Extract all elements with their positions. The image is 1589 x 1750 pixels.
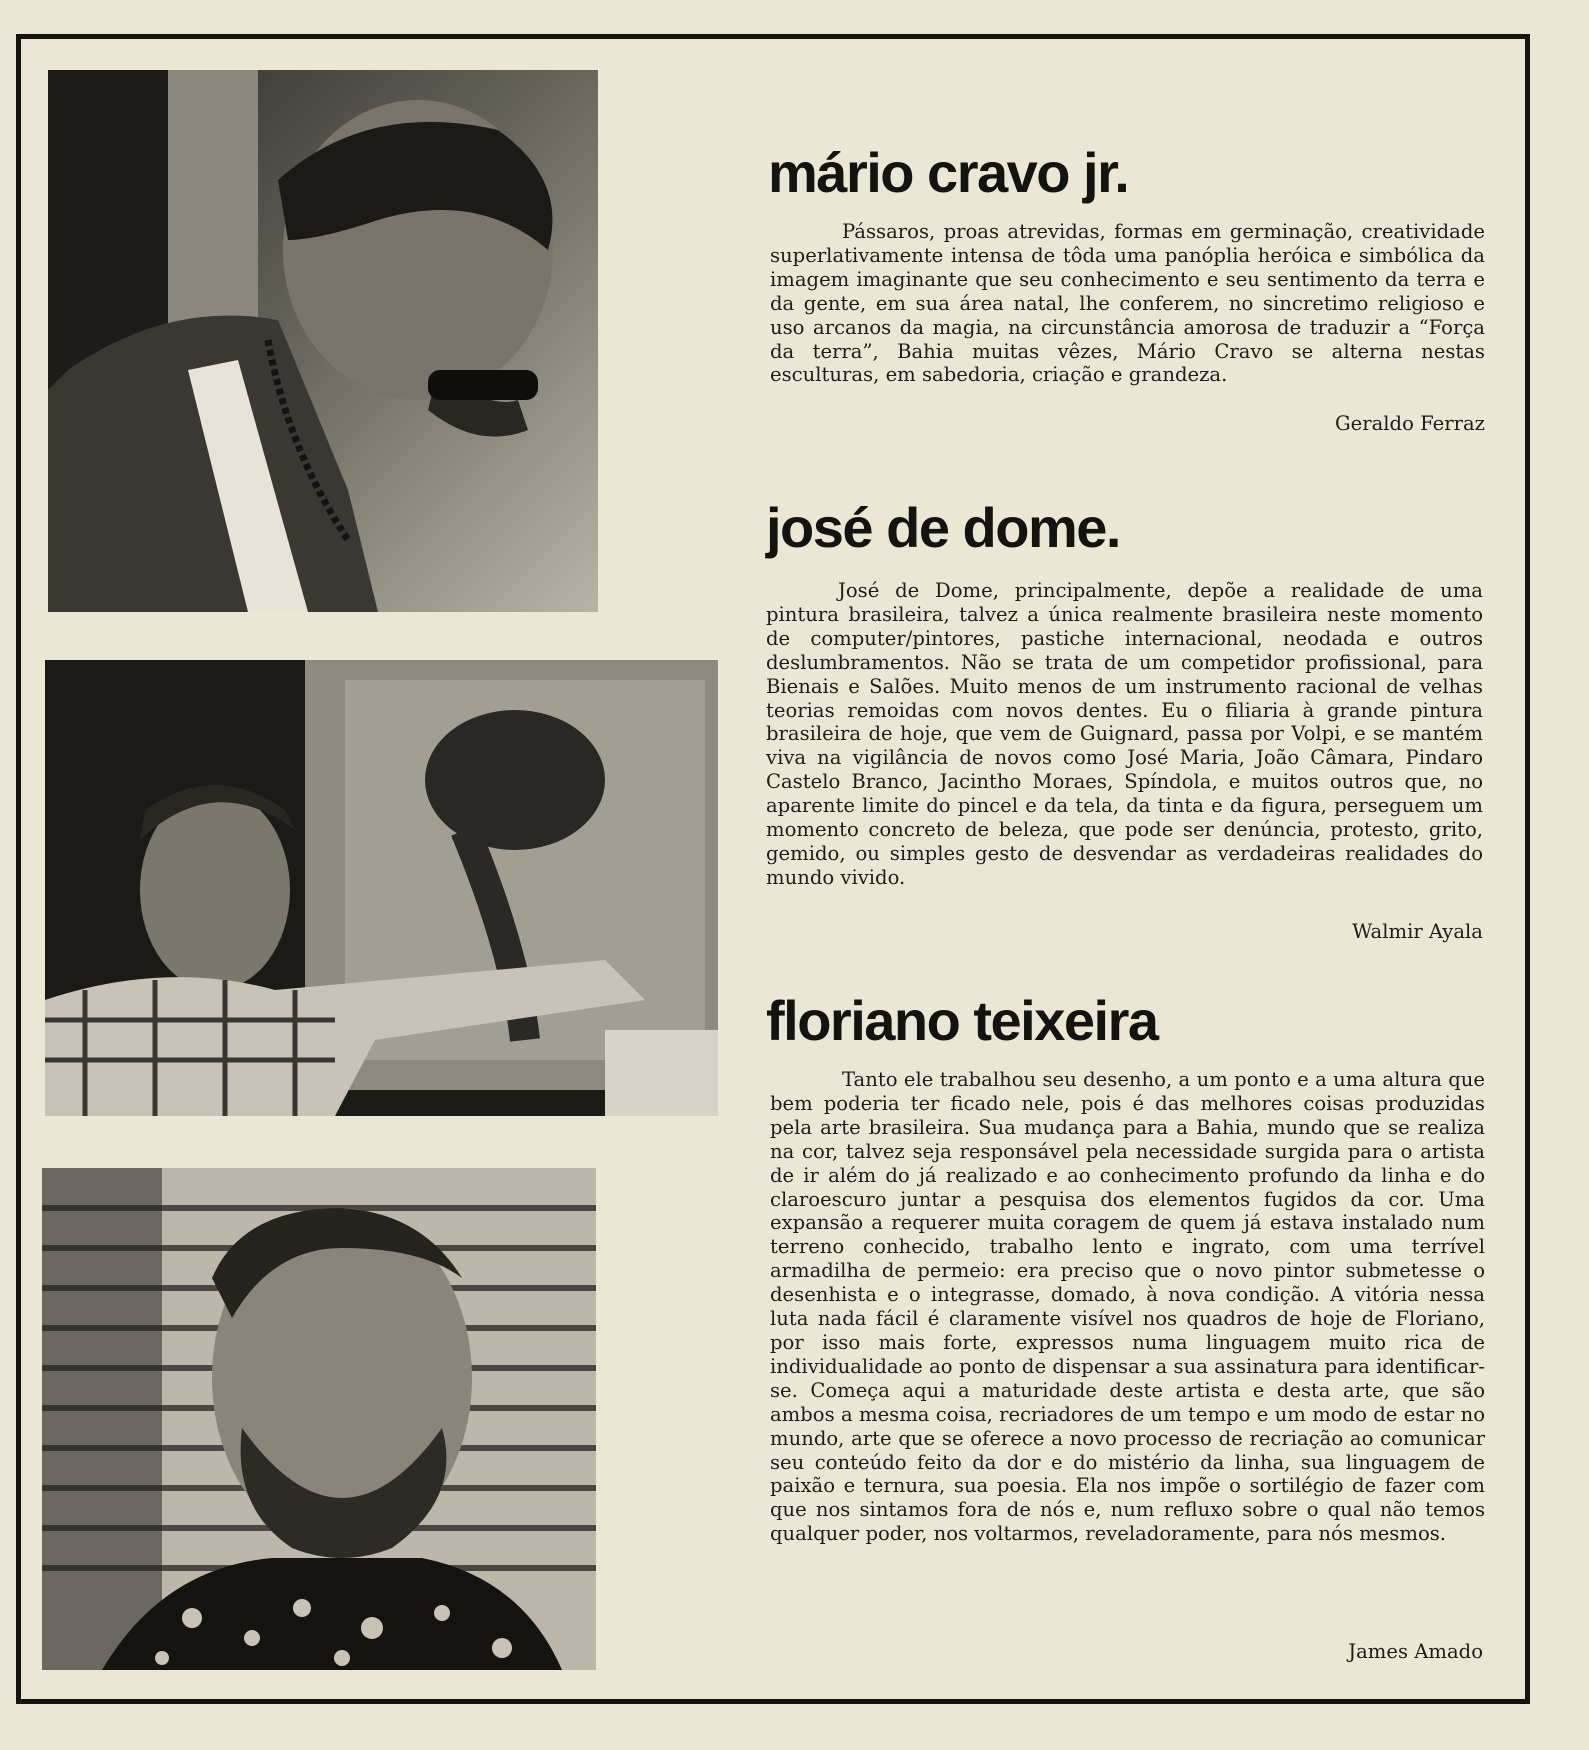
portrait-photo-jose-de-dome	[45, 660, 718, 1116]
portrait-photo-floriano-teixeira-image	[42, 1168, 596, 1670]
body-text-mario-cravo: Pássaros, proas atrevidas, formas em germinação, creatividade superlativamente intensa de tôda uma panóplia heróica e simbólica da imagem imaginante que seu conhecimento e seu sentimento da terra e da gente, em sua área natal, lhe conferem, no sincretimo religioso e uso arcanos da magia, na circunstância amorosa de traduzir a “Força da terra”, Bahia muitas vêzes, Mário Cravo se alterna nestas esculturas, em sabedoria, criação e grandeza.	[770, 220, 1485, 387]
portrait-photo-mario-cravo	[48, 70, 598, 612]
body-text-floriano-teixeira: Tanto ele trabalhou seu desenho, a um ponto e a uma altura que bem poderia ter ficado nele, pois é das melhores coisas produzidas pela arte brasileira. Sua mudança para a Bahia, mundo que se realiza na cor, talvez seja responsável pela necessidade surgida para o artista de ir além do já realizado e ao conhecimento profundo da linha e do claroescuro juntar a pesquisa dos elementos fugidos da cor. Uma expansão a requerer muita coragem de quem já estava instalado num terreno conhecido, trabalho lento e ingrato, com uma terrível armadilha de permeio: era preciso que o novo pintor submetesse o desenhista e o integrasse, domado, à nova condição. A vitória nessa luta nada fácil é claramente visível nos quadros de hoje de Floriano, por isso mais forte, expressos numa linguagem muito rica de individualidade ao ponto de dispensar a sua assinatura para identificar-se. Começa aqui a maturidade deste artista e desta arte, que são ambos a mesma coisa, recriadores de um tempo e um modo de estar no mundo, arte que se oferece a novo processo de recriação ao comunicar seu conteúdo feito da dor e do mistério da linha, sua linguagem de paixão e ternura, sua poesia. Ela nos impõe o sortilégio de fazer com que nos sintamos fora de nós e, num refluxo sobre o qual não temos qualquer poder, nos voltarmos, reveladoramente, para nós mesmos.	[770, 1068, 1485, 1546]
portrait-photo-floriano-teixeira	[42, 1168, 596, 1670]
author-walmir-ayala: Walmir Ayala	[1352, 920, 1483, 943]
portrait-photo-mario-cravo-image	[48, 70, 598, 612]
author-james-amado: James Amado	[1348, 1640, 1483, 1663]
body-text-jose-de-dome: José de Dome, principalmente, depõe a realidade de uma pintura brasileira, talvez a única realmente brasileira neste momento de computer/pintores, pastiche internacional, neodada e outros deslumbramentos. Não se trata de um competidor profissional, para Bienais e Salões. Muito menos de um instrumento racional de velhas teorias remoidas com novos dentes. Eu o filiaria à grande pintura brasileira de hoje, que vem de Guignard, passa por Volpi, e se mantém viva na vigilância de novos como José Maria, João Câmara, Pindaro Castelo Branco, Jacintho Moraes, Spíndola, e muitos outros que, no aparente limite do pincel e da tela, da tinta e da figura, perseguem um momento concreto de beleza, que pode ser denúncia, protesto, grito, gemido, ou simples gesto de desvendar as verdadeiras realidades do mundo vivido.	[766, 579, 1483, 889]
heading-floriano-teixeira: floriano teixeira	[766, 989, 1158, 1052]
heading-jose-de-dome: josé de dome.	[766, 496, 1120, 559]
portrait-photo-jose-de-dome-image	[45, 660, 718, 1116]
author-geraldo-ferraz: Geraldo Ferraz	[1335, 412, 1485, 435]
heading-mario-cravo: mário cravo jr.	[768, 141, 1129, 204]
